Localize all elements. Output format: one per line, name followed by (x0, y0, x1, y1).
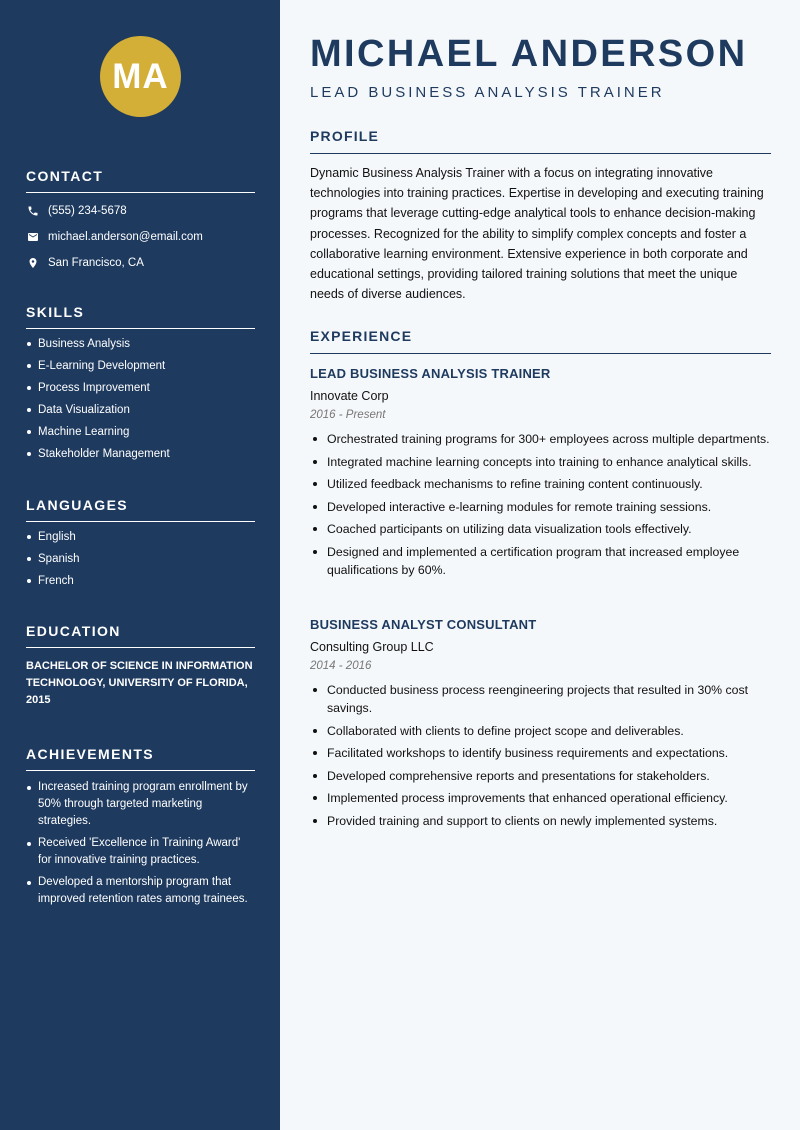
language-item: Spanish (26, 552, 255, 566)
profile-text: Dynamic Business Analysis Trainer with a focus on integrating innovative technologies into training practices. Expertise in developing and executing training programs that leverage cutting-edge analytical tools to enhance decision-making processes. Recognized for the ability to simplify complex concepts and foster a collaborative learning environment. Extensive experience in both corporate and educational settings, providing tailored training solutions that meet the unique needs of diverse audiences. (310, 166, 764, 302)
achievement-item: Increased training program enrollment by 50% through targeted marketing strategies. (26, 779, 255, 830)
skill-item: E-Learning Development (26, 359, 255, 373)
achievements-list (26, 779, 255, 908)
profile-heading: PROFILE (310, 128, 771, 154)
job-bullet: Facilitated workshops to identify business requirements and expectations. (310, 744, 771, 762)
email-text: michael.anderson@email.com (48, 230, 203, 243)
experience-heading: EXPERIENCE (310, 328, 771, 354)
job-bullet: Coached participants on utilizing data visualization tools effectively. (310, 520, 771, 538)
job-company: Consulting Group LLC (310, 640, 434, 654)
education-heading: EDUCATION (26, 623, 255, 648)
languages-heading: LANGUAGES (26, 497, 255, 522)
job-company: Innovate Corp (310, 389, 389, 403)
location-pin-icon (26, 256, 39, 269)
job-dates: 2016 - Present (310, 409, 386, 421)
skill-item: Data Visualization (26, 403, 255, 417)
profile-section (310, 128, 771, 304)
job-entry (310, 617, 771, 834)
person-name: MICHAEL ANDERSON (310, 33, 748, 75)
skill-item: Machine Learning (26, 425, 255, 439)
avatar (100, 36, 181, 117)
location-text: San Francisco, CA (48, 256, 144, 269)
phone-icon (26, 204, 39, 217)
skill-item: Business Analysis (26, 337, 255, 351)
job-bullet: Integrated machine learning concepts into training to enhance analytical skills. (310, 453, 771, 471)
languages-section (26, 497, 255, 596)
skills-section (26, 304, 255, 469)
job-bullet: Developed interactive e-learning modules for remote training sessions. (310, 498, 771, 516)
achievement-item: Received 'Excellence in Training Award' for innovative training practices. (26, 835, 255, 869)
job-bullet: Orchestrated training programs for 300+ employees across multiple departments. (310, 430, 771, 448)
sidebar (0, 0, 280, 1130)
achievements-heading: ACHIEVEMENTS (26, 746, 255, 771)
job-bullet: Developed comprehensive reports and presentations for stakeholders. (310, 767, 771, 785)
avatar-initials: MA (112, 56, 169, 96)
job-entry (310, 366, 771, 583)
job-bullets (310, 430, 771, 579)
job-bullets (310, 681, 771, 830)
language-item: French (26, 574, 255, 588)
main-content (280, 0, 800, 1130)
contact-section (26, 168, 255, 271)
person-title: LEAD BUSINESS ANALYSIS TRAINER (310, 84, 665, 101)
job-dates: 2014 - 2016 (310, 660, 372, 672)
job-bullet: Implemented process improvements that enhanced operational efficiency. (310, 789, 771, 807)
job-bullet: Designed and implemented a certification program that increased employee qualifications by 60%. (310, 543, 771, 579)
achievement-item: Developed a mentorship program that improved retention rates among trainees. (26, 874, 255, 908)
skill-item: Process Improvement (26, 381, 255, 395)
experience-section (310, 328, 771, 354)
job-bullet: Collaborated with clients to define project scope and deliverables. (310, 722, 771, 740)
achievements-section (26, 746, 255, 913)
contact-email (26, 228, 255, 245)
education-degree: BACHELOR OF SCIENCE IN INFORMATION TECHNOLOGY, UNIVERSITY OF FLORIDA, 2015 (26, 660, 253, 706)
languages-list (26, 530, 255, 588)
job-bullet: Provided training and support to clients on newly implemented systems. (310, 812, 771, 830)
contact-location (26, 254, 255, 271)
skills-list (26, 337, 255, 461)
education-section (26, 623, 255, 709)
job-title: LEAD BUSINESS ANALYSIS TRAINER (310, 366, 551, 381)
language-item: English (26, 530, 255, 544)
skill-item: Stakeholder Management (26, 447, 255, 461)
skills-heading: SKILLS (26, 304, 255, 329)
contact-heading: CONTACT (26, 168, 255, 193)
job-title: BUSINESS ANALYST CONSULTANT (310, 617, 537, 632)
job-bullet: Utilized feedback mechanisms to refine training content continuously. (310, 475, 771, 493)
job-bullet: Conducted business process reengineering projects that resulted in 30% cost savings. (310, 681, 771, 717)
phone-text: (555) 234-5678 (48, 204, 127, 217)
email-icon (26, 230, 39, 243)
contact-phone (26, 202, 255, 219)
